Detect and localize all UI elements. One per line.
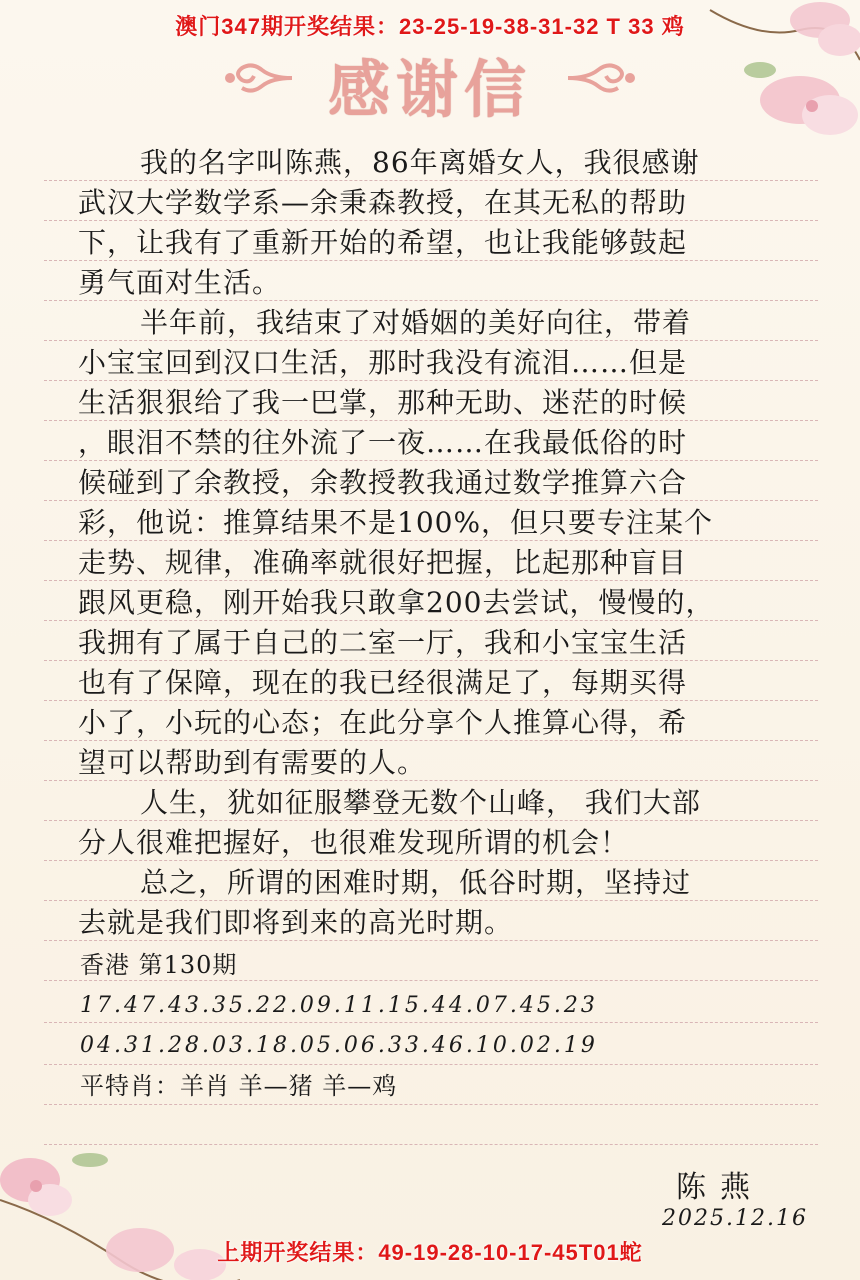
body-line: 人生，犹如征服攀登无数个山峰， 我们大部 [140, 786, 701, 819]
bottom-result-banner: 上期开奖结果：49-19-28-10-17-45T01蛇 [217, 1240, 643, 1265]
body-line: ，眼泪不禁的往外流了一夜……在我最低俗的时 [78, 426, 688, 459]
body-line: 分人很难把握好，也很难发现所谓的机会！ [78, 826, 630, 859]
body-line: 候碰到了余教授，余教授教我通过数学推算六合 [78, 466, 688, 499]
body-line: 我拥有了属于自己的二室一厅，我和小宝宝生活 [78, 626, 688, 659]
body-line: 跟风更稳，刚开始我只敢拿200去尝试，慢慢的， [78, 586, 715, 619]
issue-label: 香港 第130期 [80, 951, 238, 979]
body-line: 彩，他说：推算结果不是100%，但只要专注某个 [78, 506, 714, 539]
ruled-line [44, 1144, 818, 1145]
body-line: 小宝宝回到汉口生活，那时我没有流泪……但是 [78, 346, 688, 379]
body-line: 武汉大学数学系—余秉森教授，在其无私的帮助 [78, 186, 688, 219]
body-line: 总之，所谓的困难时期，低谷时期，坚持过 [140, 866, 692, 899]
body-line: 下，让我有了重新开始的希望，也让我能够鼓起 [78, 226, 688, 259]
letter-date: 2025.12.16 [662, 1206, 808, 1231]
signature: 陈燕 [676, 1170, 764, 1205]
body-line: 去就是我们即将到来的高光时期。 [78, 906, 514, 939]
pingte-prediction: 平特肖：羊肖 羊—猪 羊—鸡 [80, 1072, 398, 1100]
body-line: 也有了保障，现在的我已经很满足了，每期买得 [78, 666, 688, 699]
top-result-banner: 澳门347期开奖结果：23-25-19-38-31-32 T 33 鸡 [175, 14, 685, 39]
body-line: 半年前，我结束了对婚姻的美好向往，带着 [140, 306, 692, 339]
body-line: 小了，小玩的心态；在此分享个人推算心得，希 [78, 706, 688, 739]
numbers-row-1: 17.47.43.35.22.09.11.15.44.07.45.23 [80, 993, 598, 1018]
numbers-row-2: 04.31.28.03.18.05.06.33.46.10.02.19 [80, 1033, 598, 1058]
body-line: 生活狠狠给了我一巴掌，那种无助、迷茫的时候 [78, 386, 688, 419]
body-line: 我的名字叫陈燕，86年离婚女人，我很感谢 [140, 146, 700, 179]
letter-title: 感谢信 [327, 53, 532, 126]
body-line: 望可以帮助到有需要的人。 [78, 746, 427, 779]
body-line: 勇气面对生活。 [78, 266, 282, 299]
body-line: 走势、规律，准确率就很好把握，比起那种盲目 [78, 546, 688, 579]
